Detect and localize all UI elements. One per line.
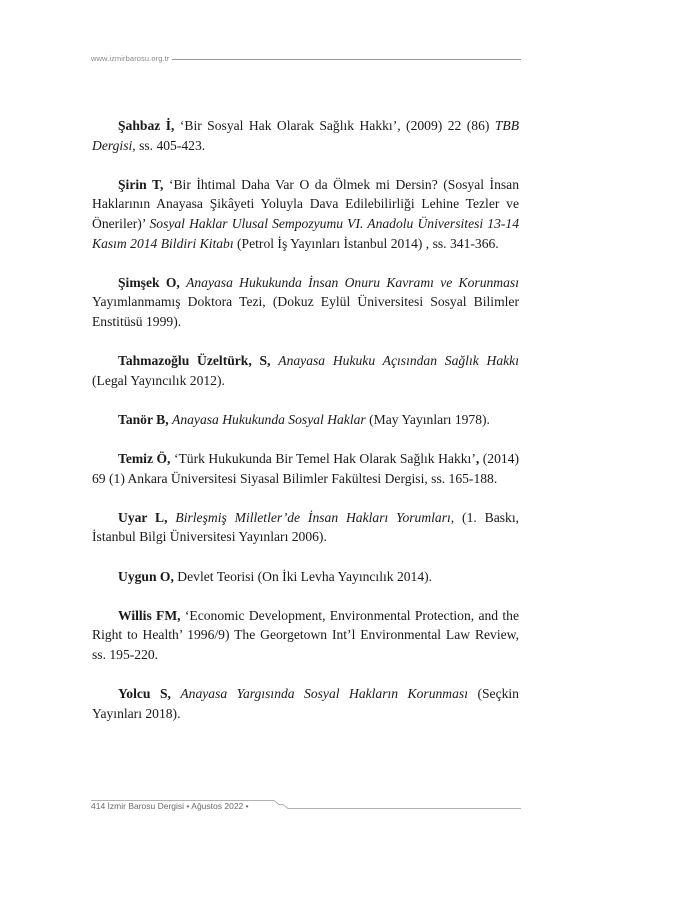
reference-author: Şimşek O, — [118, 274, 180, 290]
reference-author: Temiz Ö, — [118, 451, 171, 467]
reference-text: (Legal Yayıncılık 2012). — [92, 372, 225, 388]
reference-text — [171, 686, 180, 701]
reference-text: ‘Economic Development, Environmental Protection, and the Right to Health’ 1996/9) The Georgetown Int’l Environmental Law Review, ss. 195-220. — [92, 607, 519, 663]
reference-author: Uyar L, — [118, 509, 168, 525]
reference-author: Şirin T, — [118, 176, 164, 192]
reference-title: Anayasa Hukuku Açısından Sağlık Hakkı — [278, 353, 519, 369]
reference-text: Devlet Teorisi (On İki Levha Yayıncılık 2014). — [173, 568, 433, 584]
reference-entry — [92, 116, 519, 155]
reference-title: Birleşmiş Milletler’de İnsan Hakları Yorumları — [175, 509, 451, 525]
footer-text: 414 İzmir Barosu Dergisi • Ağustos 2022 • — [91, 801, 249, 811]
reference-text: , — [475, 451, 480, 467]
reference-title: Anayasa Yargısında Sosyal Hakların Korunması — [180, 686, 468, 702]
reference-entry — [92, 449, 519, 488]
reference-author: Şahbaz İ, — [118, 118, 175, 133]
reference-text: ‘Türk Hukukunda Bir Temel Hak Olarak Sağlık Hakkı’ — [170, 451, 476, 467]
reference-title: Anayasa Hukukunda İnsan Onuru Kavramı ve Korunması — [186, 274, 519, 290]
reference-entry — [92, 606, 519, 665]
reference-text: (Petrol İş Yayınları İstanbul 2014) , ss. 341-366. — [233, 235, 499, 251]
reference-title: Sosyal Haklar Ulusal Sempozyumu VI. Anadolu Üniversitesi 13-14 Kasım 2014 Bildiri Kitabı — [92, 215, 520, 251]
reference-text: (May Yayınları 1978). — [365, 411, 490, 427]
reference-text: (2014) 69 (1) Ankara Üniversitesi Siyasal Bilimler Fakültesi Dergisi, ss. 165-188. — [92, 451, 520, 486]
reference-author: Uygun O, — [118, 568, 174, 584]
reference-title: TBB Dergisi — [92, 118, 519, 153]
reference-entry — [92, 273, 519, 332]
reference-author: Tanör B, — [118, 411, 169, 427]
reference-entry — [92, 684, 519, 723]
reference-text: , (1. Baskı, İstanbul Bilgi Üniversitesi Yayınları 2006). — [92, 509, 520, 545]
reference-text: Yayımlanmamış Doktora Tezi, (Dokuz Eylül Üniversitesi Sosyal Bilimler Enstitüsü 1999). — [92, 294, 519, 329]
reference-title: Anayasa Hukukunda Sosyal Haklar — [172, 411, 366, 427]
reference-entry — [92, 410, 519, 430]
page-footer — [91, 797, 521, 813]
bibliography-list — [92, 116, 519, 743]
page-header — [91, 54, 521, 63]
header-url: www.izmirbarosu.org.tr — [91, 54, 170, 63]
reference-author: Yolcu S, — [118, 686, 171, 702]
reference-text: , ss. 405-423. — [132, 137, 206, 153]
reference-entry — [92, 567, 519, 587]
reference-entry — [92, 175, 519, 253]
reference-text: ‘Bir İhtimal Daha Var O da Ölmek mi Dersin? (Sosyal İnsan Haklarının Anayasa Şikâyeti Yoluyla Dava Edilebilirliği Lehine Tezler ve Öneriler)’ — [92, 176, 519, 231]
reference-text: (Seçkin Yayınları 2018). — [92, 686, 519, 721]
reference-author: Willis FM, — [118, 607, 181, 623]
reference-text: ‘Bir Sosyal Hak Olarak Sağlık Hakkı’, (2009) 22 (86) — [174, 118, 495, 133]
reference-entry — [92, 351, 519, 390]
reference-author: Tahmazoğlu Üzeltürk, S, — [118, 353, 271, 369]
header-rule — [172, 59, 521, 60]
reference-entry — [92, 508, 519, 547]
